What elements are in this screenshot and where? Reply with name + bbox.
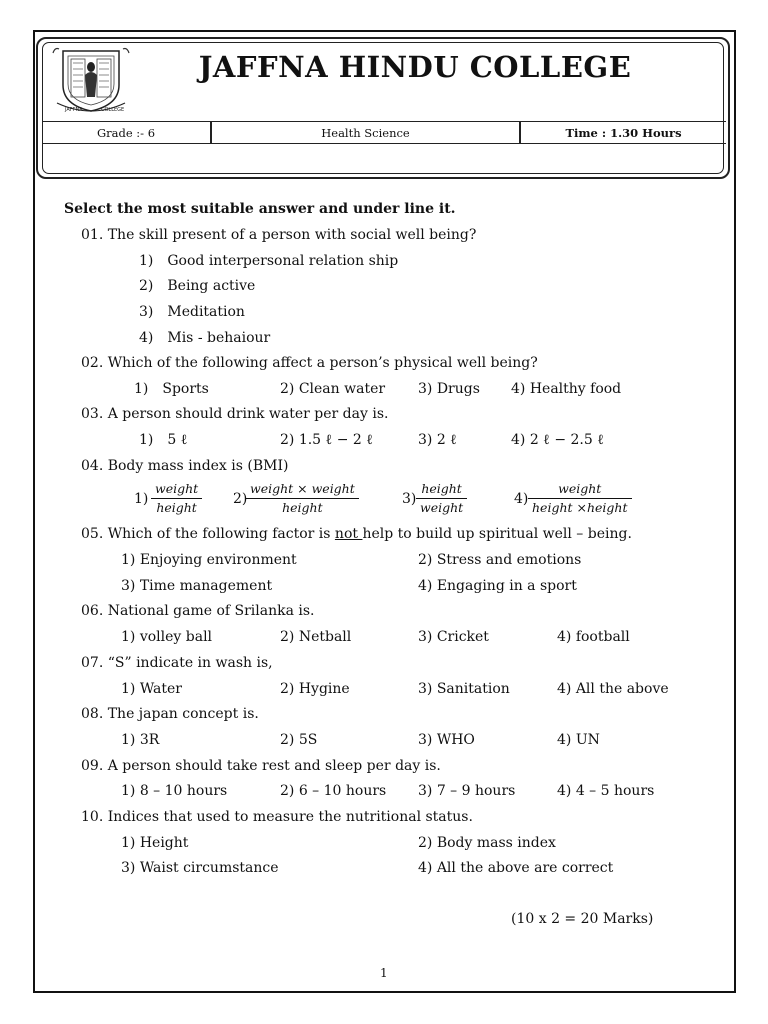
q7-option-3: 3) Sanitation xyxy=(418,681,510,697)
q10-option-1: 1) Height xyxy=(121,835,189,851)
question-1: 01. The skill present of a person with social well being? xyxy=(81,227,477,243)
q5-text-after: help to build up spiritual well – being. xyxy=(362,526,632,542)
q5-text-before: 05. Which of the following factor is xyxy=(81,526,335,542)
q10-option-3: 3) Waist circumstance xyxy=(121,860,279,876)
q5-option-1: 1) Enjoying environment xyxy=(121,552,297,568)
fraction-denominator: height xyxy=(151,498,202,515)
instructions: Select the most suitable answer and under line it. xyxy=(64,201,456,217)
question-2: 02. Which of the following affect a person’s physical well being? xyxy=(81,355,538,371)
q3-option-3: 3) 2 ℓ xyxy=(418,432,457,448)
q7-option-2: 2) Hygine xyxy=(280,681,350,697)
q4-option-4-fraction xyxy=(530,482,630,516)
q9-option-2: 2) 6 – 10 hours xyxy=(280,783,387,799)
q6-option-2: 2) Netball xyxy=(280,629,352,645)
question-9: 09. A person should take rest and sleep per day is. xyxy=(81,758,441,774)
q1-option-3: 3) Meditation xyxy=(139,304,245,320)
q4-option-4-label: 4) xyxy=(514,491,529,507)
q6-option-3: 3) Cricket xyxy=(418,629,489,645)
q4-option-3-label: 3) xyxy=(402,491,417,507)
fraction-denominator: height ×height xyxy=(528,498,632,515)
q5-option-2: 2) Stress and emotions xyxy=(418,552,582,568)
question-7: 07. “S” indicate in wash is, xyxy=(81,655,273,671)
q3-option-4: 4) 2 ℓ − 2.5 ℓ xyxy=(511,432,604,448)
q8-option-4: 4) UN xyxy=(557,732,600,748)
page-number: 1 xyxy=(380,966,388,980)
fraction-numerator: weight xyxy=(155,481,199,496)
time-cell: Time : 1.30 Hours xyxy=(565,125,682,140)
q8-option-3: 3) WHO xyxy=(418,732,475,748)
question-4: 04. Body mass index is (BMI) xyxy=(81,458,289,474)
q5-option-4: 4) Engaging in a sport xyxy=(418,578,577,594)
grade-cell: Grade :- 6 xyxy=(42,122,212,143)
question-8: 08. The japan concept is. xyxy=(81,706,259,722)
q7-option-1: 1) Water xyxy=(121,681,182,697)
college-title: JAFFNA HINDU COLLEGE xyxy=(198,50,632,84)
q4-option-1-fraction xyxy=(153,482,200,516)
fraction-numerator: weight × weight xyxy=(250,481,355,496)
svg-text:COLLEGE: COLLEGE xyxy=(101,107,125,113)
q4-option-2-label: 2) xyxy=(233,491,248,507)
q5-text-underlined: not xyxy=(334,526,363,542)
info-row xyxy=(42,121,726,144)
question-3: 03. A person should drink water per day is. xyxy=(81,406,389,422)
q1-option-4: 4) Mis - behaiour xyxy=(139,330,271,346)
q5-option-3: 3) Time management xyxy=(121,578,273,594)
q2-option-1: 1) Sports xyxy=(134,381,209,397)
subject-cell: Health Science xyxy=(212,122,521,143)
question-6: 06. National game of Srilanka is. xyxy=(81,603,315,619)
q6-option-1: 1) volley ball xyxy=(121,629,213,645)
q4-option-3-fraction xyxy=(418,482,465,516)
q10-option-2: 2) Body mass index xyxy=(418,835,556,851)
svg-text:JAFFNA: JAFFNA xyxy=(65,107,83,113)
q9-option-4: 4) 4 – 5 hours xyxy=(557,783,655,799)
q3-option-1: 1) 5 ℓ xyxy=(139,432,188,448)
q1-option-1: 1) Good interpersonal relation ship xyxy=(139,253,399,269)
q8-option-2: 2) 5S xyxy=(280,732,318,748)
q9-option-3: 3) 7 – 9 hours xyxy=(418,783,516,799)
q7-option-4: 4) All the above xyxy=(557,681,669,697)
fraction-denominator: height xyxy=(246,498,359,515)
q9-option-1: 1) 8 – 10 hours xyxy=(121,783,228,799)
fraction-denominator: weight xyxy=(416,498,467,515)
college-crest-icon xyxy=(49,45,133,115)
q4-option-2-fraction xyxy=(248,482,357,516)
q3-option-2: 2) 1.5 ℓ − 2 ℓ xyxy=(280,432,373,448)
q2-option-4: 4) Healthy food xyxy=(511,381,622,397)
q1-option-2: 2) Being active xyxy=(139,278,256,294)
q4-option-1-label: 1) xyxy=(134,491,149,507)
q10-option-4: 4) All the above are correct xyxy=(418,860,614,876)
fraction-numerator: weight xyxy=(558,481,602,496)
q8-option-1: 1) 3R xyxy=(121,732,160,748)
q2-option-3: 3) Drugs xyxy=(418,381,480,397)
marks-summary: (10 x 2 = 20 Marks) xyxy=(511,911,654,927)
q2-option-2: 2) Clean water xyxy=(280,381,386,397)
q6-option-4: 4) football xyxy=(557,629,630,645)
question-5 xyxy=(81,527,632,541)
question-10: 10. Indices that used to measure the nutritional status. xyxy=(81,809,473,825)
fraction-numerator: height xyxy=(421,481,462,496)
